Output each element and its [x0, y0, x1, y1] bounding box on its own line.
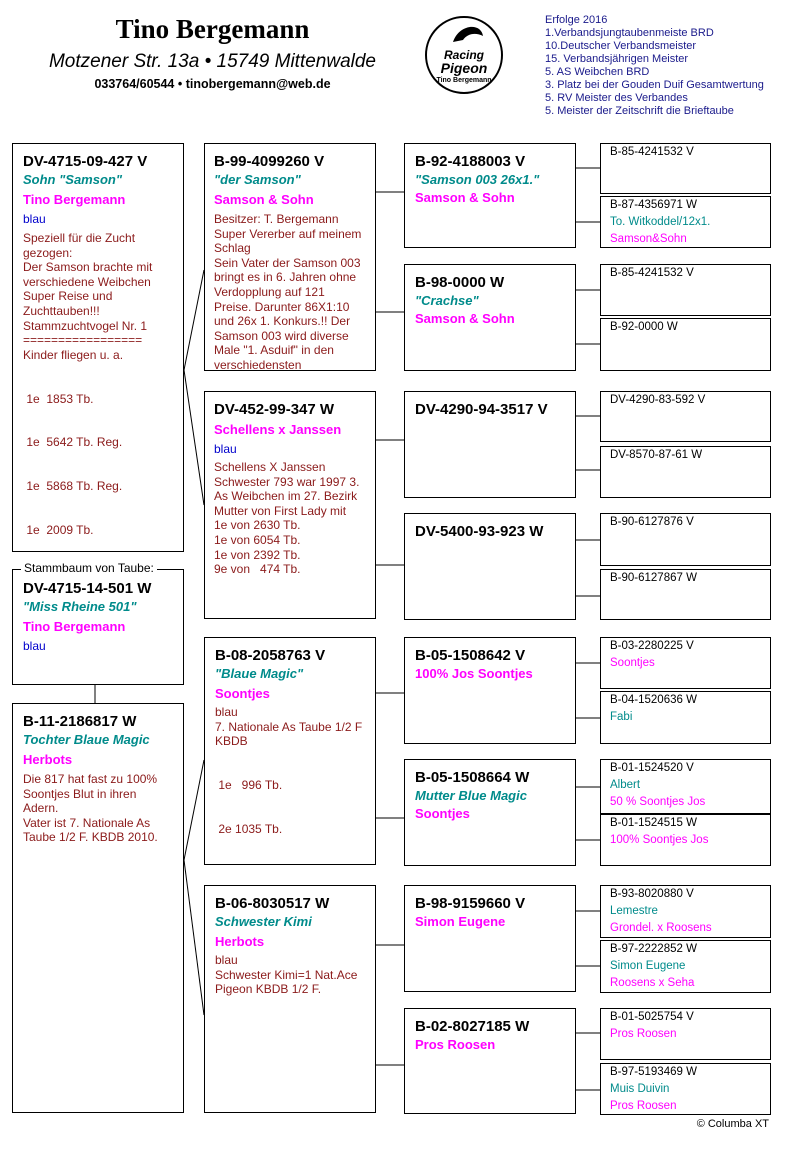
gen4-ring: B-97-2222852 W [610, 943, 697, 955]
gen4-ring: DV-8570-87-61 W [610, 449, 703, 461]
gen4-card[interactable] [600, 264, 771, 316]
gen4-card[interactable] [600, 391, 771, 442]
father-ring: DV-4715-09-427 V [23, 153, 148, 170]
breeder-address: Motzener Str. 13a • 15749 Mittenwalde [48, 51, 377, 72]
gen3-breeder: Samson & Sohn [415, 311, 515, 326]
mother-card[interactable] [12, 703, 184, 1113]
note-line: Male "1. Asduif" in den [214, 343, 334, 358]
note-line: Schlag [214, 241, 251, 256]
subject-breeder: Tino Bergemann [23, 619, 126, 634]
father-name: Sohn "Samson" [23, 172, 123, 187]
gen4-ring: B-85-4241532 V [610, 267, 694, 279]
gen2-mf-notes [215, 720, 376, 749]
gen3-ring: B-05-1508664 W [415, 769, 530, 786]
gen4-name: Albert [610, 779, 641, 791]
note-line: bringt es in 6. Jahren ohne [214, 270, 357, 285]
mother-ring: B-11-2186817 W [23, 713, 137, 730]
gen3-card[interactable] [404, 391, 576, 498]
note-line: Besitzer: T. Bergemann [214, 212, 339, 226]
gen3-ring: B-05-1508642 V [415, 647, 526, 664]
gen2-mm-color: blau [215, 953, 238, 967]
note-line: gezogen: [23, 245, 73, 260]
gen4-breeder: Soontjes [610, 657, 655, 669]
gen3-name: "Samson 003 26x1." [415, 172, 540, 187]
gen4-breeder: Pros Roosen [610, 1100, 677, 1112]
gen3-card[interactable] [404, 513, 576, 620]
gen3-ring: DV-4290-94-3517 V [415, 401, 548, 418]
gen4-ring: B-87-4356971 W [610, 199, 697, 211]
logo-line3: Tino Bergemann [436, 77, 492, 84]
gen3-card[interactable] [404, 1008, 576, 1114]
father-notes [23, 231, 183, 362]
note-line: verschiedene Weibchen [23, 274, 151, 289]
gen3-ring: B-98-0000 W [415, 274, 505, 291]
note-line: Soontjes Blut in ihren [23, 786, 137, 801]
logo-line2: Pigeon [440, 60, 488, 76]
note-line: Schwester 793 war 1997 3. [214, 474, 360, 489]
gen3-breeder: Simon Eugene [415, 914, 506, 929]
subject-ring: DV-4715-14-501 W [23, 580, 152, 597]
footer-copyright: © Columba XT [696, 1118, 769, 1130]
note-line: Vater ist 7. Nationale As [23, 815, 151, 830]
kid-result: 1e 996 Tb. [215, 777, 283, 792]
note-line: Kinder fliegen u. a. [23, 347, 124, 362]
gen3-card[interactable] [404, 637, 576, 744]
gen2-ff-notes [214, 212, 376, 371]
gen3-breeder: Soontjes [415, 806, 470, 821]
gen4-card[interactable] [600, 569, 771, 620]
gen2-mm-ring: B-06-8030517 W [215, 895, 330, 912]
note-line: 9e von 474 Tb. [214, 562, 301, 577]
gen2-fm-color: blau [214, 442, 237, 456]
subject-label: Stammbaum von Taube: [21, 561, 157, 575]
achievement-item: 10.Deutscher Verbandsmeister [545, 40, 697, 52]
father-color: blau [23, 212, 46, 226]
gen3-name: "Crachse" [415, 293, 479, 308]
note-line: 1e von 2630 Tb. [214, 518, 301, 533]
note-line: 1e von 6054 Tb. [214, 532, 301, 547]
note-line: As Weibchen im 27. Bezirk [214, 489, 358, 504]
gen3-breeder: Pros Roosen [415, 1037, 496, 1052]
gen2-ff-ring: B-99-4099260 V [214, 153, 325, 170]
gen2-ff-card[interactable] [204, 143, 376, 371]
gen4-breeder: Roosens x Seha [610, 977, 695, 989]
note-line: Preise. Darunter 86X1:10 [214, 299, 350, 314]
kid-result: 1e 1853 Tb. [23, 391, 94, 406]
note-line: Adern. [23, 801, 59, 816]
note-line: Pigeon KBDB 1/2 F. [215, 982, 322, 997]
gen4-card[interactable] [600, 691, 771, 744]
gen2-mm-name: Schwester Kimi [215, 914, 312, 929]
note-line: Super Vererber auf meinem [214, 226, 362, 241]
gen4-ring: B-03-2280225 V [610, 640, 694, 652]
kid-result: 1e 2009 Tb. [23, 522, 94, 537]
gen4-ring: B-97-5193469 W [610, 1066, 697, 1078]
note-line: Samson 003 wird diverse [214, 328, 349, 343]
note-line: Schellens X Janssen [214, 460, 326, 474]
gen3-breeder: Samson & Sohn [415, 190, 515, 205]
achievement-item: 3. Platz bei der Gouden Duif Gesamtwertung [545, 79, 764, 91]
note-line: KBDB [215, 734, 248, 749]
note-line: Sein Vater der Samson 003 [214, 255, 361, 270]
note-line: Stammzuchtvogel Nr. 1 [23, 318, 148, 333]
gen4-name: Muis Duivin [610, 1083, 670, 1095]
gen4-card[interactable] [600, 446, 771, 498]
gen4-ring: B-04-1520636 W [610, 694, 697, 706]
kid-result: 2e 1035 Tb. [215, 821, 283, 836]
achievement-item: 5. RV Meister des Verbandes [545, 92, 688, 104]
father-kids [23, 362, 183, 552]
gen3-ring: B-98-9159660 V [415, 895, 526, 912]
mother-name: Tochter Blaue Magic [23, 732, 150, 747]
gen2-fm-card[interactable] [204, 391, 376, 619]
logo-line1: Racing [443, 48, 484, 62]
kid-result: 1e 5868 Tb. Reg. [23, 479, 123, 494]
gen4-breeder: Pros Roosen [610, 1028, 677, 1040]
note-line: Schwester Kimi=1 Nat.Ace [215, 967, 358, 982]
gen3-ring: DV-5400-93-923 W [415, 523, 544, 540]
gen2-mm-breeder: Herbots [215, 934, 265, 949]
gen2-mm-notes [215, 968, 376, 997]
note-line: und 26x 1. Konkurs.!! Der [214, 314, 351, 329]
note-line: Verdopplung auf 121 [214, 284, 325, 299]
achievements-title: Erfolge 2016 [545, 14, 608, 26]
father-breeder: Tino Bergemann [23, 192, 126, 207]
note-line: 1e von 2392 Tb. [214, 547, 301, 562]
note-line: Die 817 hat fast zu 100% [23, 772, 158, 786]
subject-color: blau [23, 639, 46, 653]
mother-breeder: Herbots [23, 752, 73, 767]
gen2-ff-breeder: Samson & Sohn [214, 192, 314, 207]
gen4-card[interactable] [600, 637, 771, 689]
gen4-name: Simon Eugene [610, 960, 686, 972]
kid-result: 1e 5642 Tb. Reg. [23, 435, 123, 450]
gen3-card[interactable] [404, 143, 576, 248]
note-line: verschiedensten [214, 357, 302, 371]
note-line: Super Reise und [23, 289, 113, 304]
gen4-ring: B-01-1524515 W [610, 817, 697, 829]
subject-card[interactable] [12, 561, 184, 685]
note-line: 7. Nationale As Taube 1/2 F [215, 719, 363, 734]
breeder-contact: 033764/60544 • tinobergemann@web.de [94, 77, 331, 91]
gen2-fm-ring: DV-452-99-347 W [214, 401, 335, 418]
achievement-item: 1.Verbandsjungtaubenmeiste BRD [545, 27, 714, 39]
gen2-mm-card[interactable] [204, 885, 376, 1113]
gen4-ring: B-85-4241532 V [610, 146, 694, 158]
achievement-item: 5. Meister der Zeitschrift die Brieftaube [545, 105, 734, 117]
gen4-card[interactable] [600, 196, 771, 248]
connector-line [184, 270, 204, 370]
gen4-ring: B-90-6127876 V [610, 516, 694, 528]
note-line: Taube 1/2 F. KBDB 2010. [23, 830, 158, 845]
achievement-item: 15. Verbandsjährigen Meister [545, 53, 689, 65]
gen4-name: To. Witkoddel/12x1. [610, 216, 711, 228]
gen4-ring: B-93-8020880 V [610, 888, 694, 900]
gen3-card[interactable] [404, 759, 576, 866]
connector-line [184, 860, 204, 1015]
connector-line [184, 760, 204, 860]
gen4-breeder: 50 % Soontjes Jos [610, 796, 706, 808]
gen2-mf-ring: B-08-2058763 V [215, 647, 326, 664]
gen2-mf-color: blau [215, 705, 238, 719]
breeder-name: Tino Bergemann [115, 14, 310, 44]
gen2-ff-name: "der Samson" [214, 172, 301, 187]
note-line: Mutter von First Lady mit [214, 503, 347, 518]
gen4-card[interactable] [600, 1008, 771, 1060]
gen4-card[interactable] [600, 885, 771, 938]
gen4-name: Fabi [610, 711, 633, 723]
subject-name: "Miss Rheine 501" [23, 599, 137, 614]
gen3-ring: B-92-4188003 V [415, 153, 526, 170]
gen4-ring: B-90-6127867 W [610, 572, 697, 584]
note-line: Zuchttauben!!! [23, 303, 100, 318]
gen2-mf-name: "Blaue Magic" [215, 666, 304, 681]
note-line: Der Samson brachte mit [23, 260, 153, 275]
gen4-ring: B-01-5025754 V [610, 1011, 694, 1023]
gen2-fm-breeder: Schellens x Janssen [214, 422, 342, 437]
gen3-name: Mutter Blue Magic [415, 788, 527, 803]
gen4-card[interactable] [600, 814, 771, 866]
gen3-breeder: 100% Jos Soontjes [415, 666, 533, 681]
gen4-ring: B-01-1524520 V [610, 762, 694, 774]
gen3-ring: B-02-8027185 W [415, 1018, 530, 1035]
gen4-card[interactable] [600, 513, 771, 566]
gen4-card[interactable] [600, 1063, 771, 1115]
gen2-mf-kids [215, 749, 376, 865]
gen2-mf-card[interactable] [204, 637, 376, 865]
note-line: Speziell für die Zucht [23, 231, 136, 245]
gen4-card[interactable] [600, 143, 771, 194]
gen2-fm-notes [214, 460, 376, 577]
gen4-card[interactable] [600, 759, 771, 814]
mother-notes [23, 772, 183, 845]
gen4-name: Lemestre [610, 905, 658, 917]
gen3-card[interactable] [404, 264, 576, 371]
gen4-breeder: Grondel. x Roosens [610, 922, 712, 934]
gen4-card[interactable] [600, 318, 771, 371]
gen2-mf-breeder: Soontjes [215, 686, 270, 701]
gen4-ring: DV-4290-83-592 V [610, 394, 706, 406]
note-line: ================= [23, 333, 143, 348]
gen4-breeder: Samson&Sohn [610, 233, 687, 245]
gen4-card[interactable] [600, 940, 771, 993]
gen4-ring: B-92-0000 W [610, 321, 678, 333]
father-card[interactable] [12, 143, 184, 552]
gen3-card[interactable] [404, 885, 576, 992]
achievement-item: 5. AS Weibchen BRD [545, 66, 650, 78]
connector-line [184, 370, 204, 505]
gen4-breeder: 100% Soontjes Jos [610, 834, 709, 846]
